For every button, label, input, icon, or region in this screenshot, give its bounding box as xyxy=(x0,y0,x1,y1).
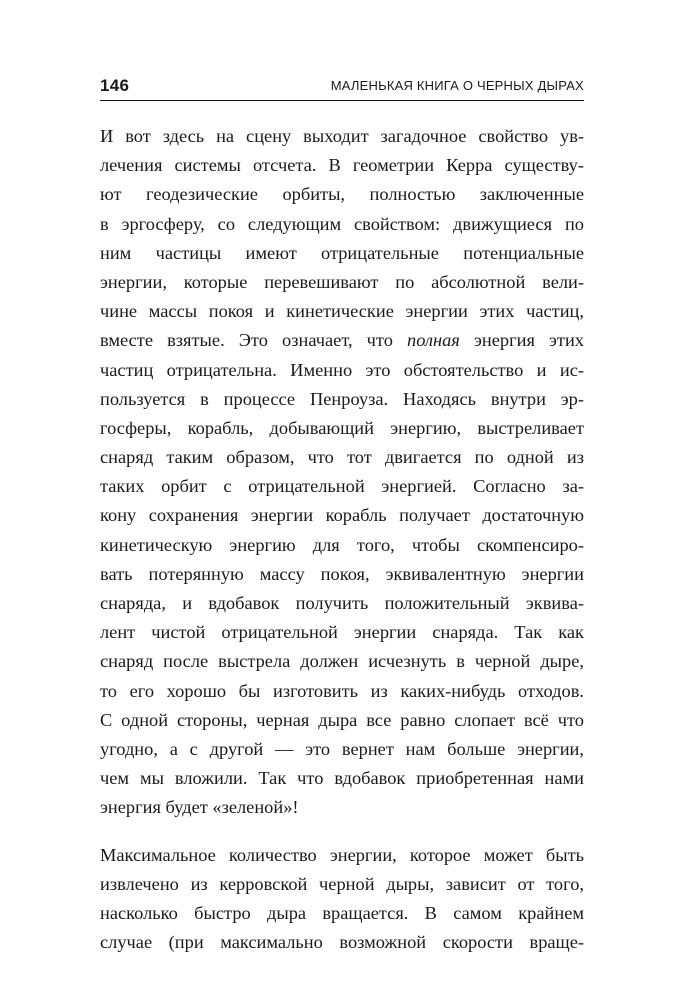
text-run: вместе взятые. Это означает, что xyxy=(100,330,408,351)
text-line: госферы, корабль, добывающий энергию, выстреливает xyxy=(100,417,584,438)
text-line: С одной стороны, черная дыра все равно слопает всё что xyxy=(100,709,584,730)
text-line: Максимальное количество энергии, которое может быть xyxy=(100,844,584,865)
text-line: ют геодезические орбиты, полностью заключенные xyxy=(100,184,584,205)
text-line: лечения системы отсчета. В геометрии Керра существу- xyxy=(100,155,584,176)
running-title: МАЛЕНЬКАЯ КНИГА О ЧЕРНЫХ ДЫРАХ xyxy=(330,78,584,93)
text-line: чем мы вложили. Так что вдобавок приобретенная нами xyxy=(100,768,584,789)
text-line: лент чистой отрицательной энергии снаряда. Так как xyxy=(100,622,584,643)
text-line: кинетическую энергию для того, чтобы скомпенсиро- xyxy=(100,534,584,555)
text-line: извлечено из керровской черной дыры, зависит от того, xyxy=(100,873,584,894)
running-header xyxy=(100,74,584,101)
text-line: снаряда, и вдобавок получить положительный эквива- xyxy=(100,593,584,613)
text-line: угодно, а с другой — это вернет нам больше энергии, xyxy=(100,738,584,759)
body-text xyxy=(100,122,584,957)
text-line: чине массы покоя и кинетические энергии этих частиц, xyxy=(100,301,584,322)
text-line: И вот здесь на сцену выходит загадочное свойство ув- xyxy=(100,126,584,146)
paragraph-2 xyxy=(100,841,584,958)
paragraph-1 xyxy=(100,122,584,823)
text-line: частиц отрицательна. Именно это обстоятельство и ис- xyxy=(100,359,584,380)
italic-word: полная xyxy=(407,330,460,351)
text-line: снаряд таким образом, что тот двигается по одной из xyxy=(100,447,584,468)
text-line: энергии, которые перевешивают по абсолютной вели- xyxy=(100,271,584,292)
text-run: энергия этих xyxy=(459,330,584,351)
text-line: в эргосферу, со следующим свойством: движущиеся по xyxy=(100,213,584,234)
text-line: ним частицы имеют отрицательные потенциальные xyxy=(100,242,584,263)
text-line: вать потерянную массу покоя, эквивалентную энергии xyxy=(100,563,584,584)
text-line: энергия будет «зеленой»! xyxy=(100,797,299,818)
text-line: случае (при максимально возможной скорости враще- xyxy=(100,932,584,953)
text-line: кону сохранения энергии корабль получает достаточную xyxy=(100,505,584,526)
text-line: насколько быстро дыра вращается. В самом крайнем xyxy=(100,902,584,923)
page-number: 146 xyxy=(100,76,130,95)
text-line: снаряд после выстрела должен исчезнуть в черной дыре, xyxy=(100,651,584,672)
text-line: то его хорошо бы изготовить из каких-нибудь отходов. xyxy=(100,680,584,701)
text-line: таких орбит с отрицательной энергией. Согласно за- xyxy=(100,476,584,497)
text-line xyxy=(100,326,584,355)
text-line: пользуется в процессе Пенроуза. Находясь внутри эр- xyxy=(100,388,584,409)
